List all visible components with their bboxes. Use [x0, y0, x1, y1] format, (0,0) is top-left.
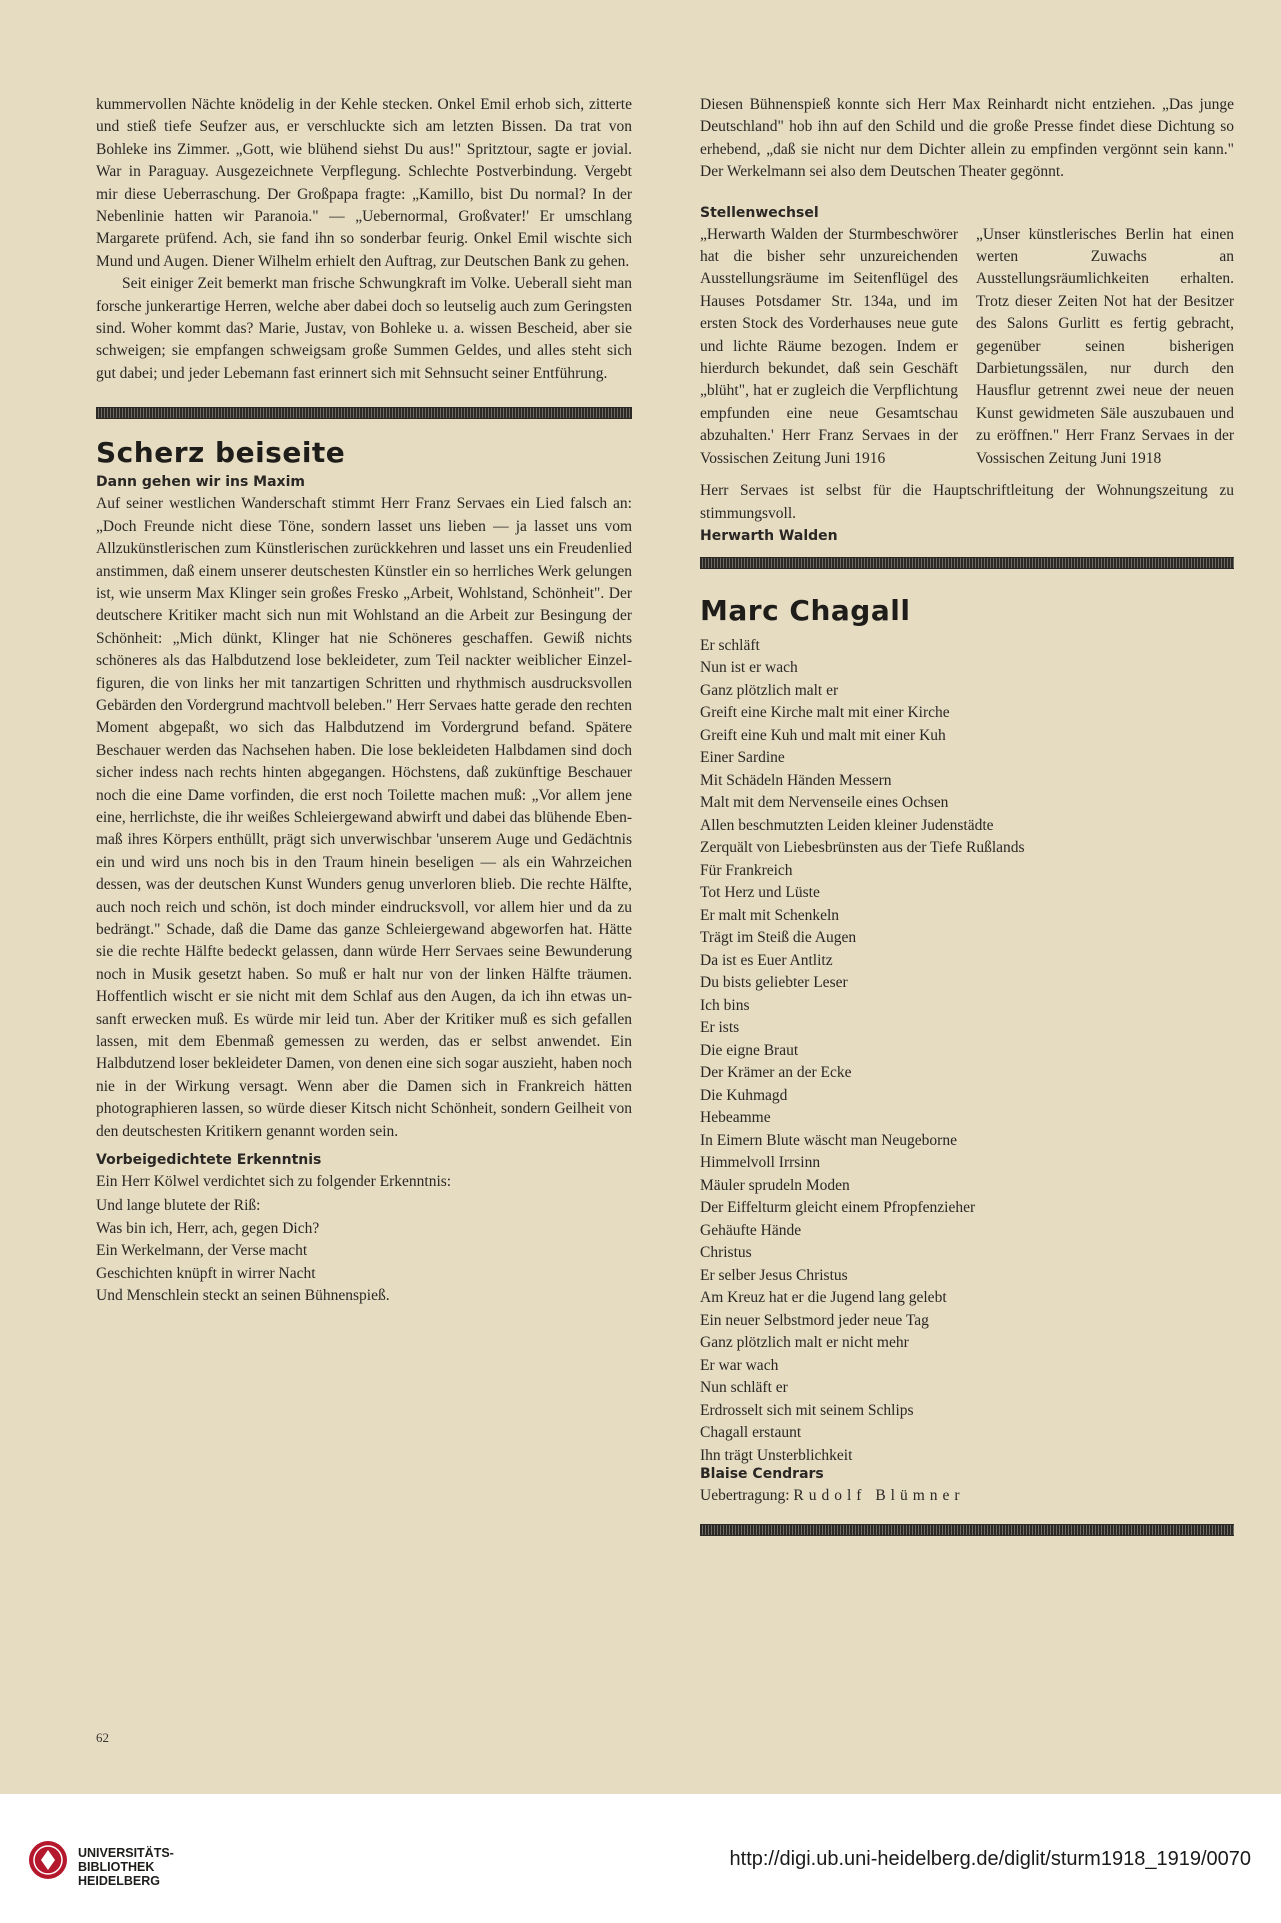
- poem-title: Marc Chagall: [700, 593, 911, 627]
- poem-line: Himmelvoll Irrsinn: [700, 1154, 821, 1172]
- right-intro-paragraph: Diesen Bühnenspieß konnte sich Herr Max Reinhardt nicht entziehen. „Das junge Deutschland" hob ihn auf den Schild und die große Presse findet diese Dichtung so erhebend, „daß sie nicht nur dem Dichter allein zu empfinden vergönnt sein kann." Der Werkelmann sei also dem Deutschen Theater gegönnt.: [700, 96, 1234, 181]
- source-url[interactable]: http://digi.ub.uni-heidelberg.de/diglit/sturm1918_1919/0070: [729, 1848, 1251, 1870]
- poem-line: Greift eine Kuh und malt mit einer Kuh: [700, 726, 946, 744]
- library-footer: [0, 1794, 1281, 1923]
- poem-line: Zerquält von Liebesbrünsten aus der Tiefe Rußlands: [700, 839, 1025, 857]
- poem-line: Er ists: [700, 1019, 740, 1037]
- poem-line: Der Eiffelturm gleicht einem Pfropfenzieher: [700, 1199, 976, 1217]
- poem-line: Greift eine Kirche malt mit einer Kirche: [700, 704, 950, 722]
- poem-line: Ganz plötzlich malt er nicht mehr: [700, 1334, 909, 1352]
- poem-line: Nun ist er wach: [700, 659, 798, 677]
- section-title-scherz: Scherz beiseite: [96, 436, 346, 470]
- poem-line: Mit Schädeln Händen Messern: [700, 771, 892, 789]
- left-intro-paragraph: kummervollen Nächte knödelig in der Kehle stecken. Onkel Emil erhob sich, zitterte und stieß tiefe Seufzer aus, er verschluckte sich am letzten Bissen. Da trat von Bohleke ins Zimmer. „Gott, wie blühend siehst Du aus!" Spritztour, sagte er jovial. War in Paraguay. Ausgezeichnete Verpflegung. Schlechte Postverbindung. Vergebt mir diese Ueberraschung. Der Großpapa fragte: „Kamillo, bist Du normal? In der Nebenlinie hatten wir Paranoia." — „Uebernormal, Großvater!' Er umschlang Margarete prüfend. Ach, sie fand ihn so sonderbar feurig. Onkel Emil wischte sich Mund und Augen. Diener Wilhelm erhielt den Auftrag, zur Deutschen Bank zu gehen.: [96, 96, 632, 270]
- poem-line: Einer Sardine: [700, 749, 785, 767]
- right-column: [700, 94, 1234, 1536]
- verse-line: Was bin ich, Herr, ach, gegen Dich?: [96, 1219, 320, 1237]
- poem-line: Ihn trägt Unsterblichkeit: [700, 1446, 853, 1464]
- verse-line: Und Menschlein steckt an seinen Bühnenspieß.: [96, 1287, 390, 1305]
- poem-divider-rule: [700, 557, 1234, 569]
- poem-text: [700, 635, 1234, 1468]
- poem-line: Chagall erstaunt: [700, 1424, 802, 1442]
- poem-line: Allen beschmutzten Leiden kleiner Judenstädte: [700, 816, 994, 834]
- page-number: 62: [96, 1730, 109, 1745]
- poem-line: Die Kuhmagd: [700, 1086, 788, 1104]
- right-closing-paragraph: Herr Servaes ist selbst für die Hauptschriftleitung der Wohnungszeitung zu stimmungsvoll.: [700, 482, 1234, 522]
- subheading-stellenwechsel: Stellenwechsel: [700, 204, 819, 221]
- library-line: HEIDELBERG: [78, 1874, 160, 1888]
- library-line: UNIVERSITÄTS-: [78, 1846, 174, 1860]
- quote-1916: [700, 224, 958, 470]
- poem-line: Nun schläft er: [700, 1379, 788, 1397]
- poem-line: Am Kreuz hat er die Jugend lang gelebt: [700, 1289, 947, 1307]
- poem-line: Erdrosselt sich mit seinem Schlips: [700, 1401, 914, 1419]
- poem-line: Er selber Jesus Christus: [700, 1266, 848, 1284]
- poem-line: In Eimern Blute wäscht man Neugeborne: [700, 1131, 957, 1149]
- poem-line: Du bists geliebter Leser: [700, 974, 848, 992]
- signature-walden: Herwarth Walden: [700, 527, 838, 544]
- koelwel-intro: Ein Herr Kölwel verdichtet sich zu folgender Erkenntnis:: [96, 1173, 452, 1191]
- poem-line: Hebeamme: [700, 1109, 771, 1127]
- poem-line: Trägt im Steiß die Augen: [700, 929, 857, 947]
- subheading-erkenntnis: Vorbeigedichtete Erkenntnis: [96, 1152, 322, 1169]
- quote-comparison: [700, 224, 1234, 470]
- university-seal-icon: [28, 1840, 68, 1880]
- verse-line: Und lange blutete der Riß:: [96, 1197, 261, 1215]
- verse-line: Geschichten knüpft in wirrer Nacht: [96, 1264, 316, 1282]
- translator-name: Rudolf Blümner: [793, 1487, 965, 1505]
- poem-line: Gehäufte Hände: [700, 1221, 802, 1239]
- subheading-maxim: Dann gehen wir ins Maxim: [96, 474, 305, 491]
- poem-line: Christus: [700, 1244, 752, 1262]
- left-second-paragraph: Seit einiger Zeit bemerkt man frische Schwungkraft im Volke. Ueberall sieht man forsche junkerartige Herren, welche aber dabei doch so leutselig auch zum Geringsten sind. Woher kommt das? Marie, Justav, von Bohleke u. a. wissen Bescheid, aber sie schweigen; sie empfangen schweigsam große Summen Geldes, und alles steht sich gut dabei; und jeder Lebemann fast erinnert sich mit Sehnsucht seiner Entführung.: [96, 275, 632, 382]
- poem-author: Blaise Cendrars: [700, 1466, 824, 1483]
- poem-line: Er schläft: [700, 636, 760, 654]
- koelwel-verse: [96, 1195, 632, 1307]
- library-line: BIBLIOTHEK: [78, 1860, 155, 1874]
- poem-line: Da ist es Euer Antlitz: [700, 951, 833, 969]
- maxim-article-text: Auf seiner westlichen Wanderschaft stimmt Herr Franz Servaes ein Lied falsch an: „Doch Freunde nicht diese Töne, sondern lasset uns lieben — ja lasset uns vom Allzukünstlerischen zum Künstlerischen zurückkehren und lasset uns ein Freudenlied anstimmen, daß einem unserer deutschesten Künstler ein so herrliches Werk gelungen ist, wie unserm Max Klinger sein großes Fresko „Arbeit, Wohlstand, Schönheit". Der deutschere Kritiker macht sich nun mit Wohlstand an die Arbeit zur Besingung der Schönheit: „Mich dünkt, Klinger hat nie Schöneres geschaffen. Gewiß nichts schöneres als das Halbdutzend lose bekleideter, zum Teil nackter weiblicher Einzelfiguren, die von links her mit tanzartigen Schritten und rhythmisch ausdrucksvollen Gebärden den Vordergrund machtvoll beleben." Herr Servaes hatte gerade den rechten Moment abgepaßt, wo sich das Halbdutzend im Vordergrund befand. Spätere Beschauer werden das Nachsehen haben. Die lose bekleideten Halbdamen sind doch sicher indess nach rechts hinten abgegangen. Höchstens, daß zukünftige Beschauer noch die eine Dame vorfinden, die erst noch Toilette machen muß: „Vor allem jene eine, herrlichste, die ihr weißes Schleiergewand abwirft und dabei das blühende Ebenmaß ihres Körpers enthüllt, prägt sich unverwischbar 'unserem Auge und Gedächtnis ein und wird uns noch bis in den Traum hinein beseligen — als ein Wahrzeichen dessen, was der deutschen Kunst Wunders genug unverloren blieb. Die rechte Hälfte, auch noch reich und schön, ist doch minder eindrucksvoll, vor allem hier und da zu bedrängt." Schade, daß die Dame das ganze Schleiergewand abgeworfen hat. Hätte sie die rechte Hälfte bedeckt gelassen, dann würde Herr Servaes seine Bewunderung noch in Musik gesetzt haben. So muß er halt nur von der linken Hälfte träumen. Hoffentlich wischt er sie nicht mit dem Schlaf aus den Augen, da ich ihn etwas unsanft erwecken muß. Es würde mir leid tun. Aber der Kritiker muß es sich gefallen lassen, mit dem Ebenmaß gemessen zu werden, das er selbst anwendet. Ein Halbdutzend loser bekleideter Damen, von denen eine sich sogar auszieht, haben noch nie in der Wirkung versagt. Wenn aber die Damen sich in Frankreich hätten photographieren lassen, so würde dieser Kitsch nicht Schönheit, sondern Geilheit von den deutschesten Kritikern genannt worden sein.: [96, 495, 632, 1140]
- poem-line: Mäuler sprudeln Moden: [700, 1176, 850, 1194]
- left-column: [96, 94, 632, 1308]
- poem-line: Ich bins: [700, 996, 750, 1014]
- poem-line: Für Frankreich: [700, 861, 793, 879]
- poem-line: Ein neuer Selbstmord jeder neue Tag: [700, 1311, 929, 1329]
- poem-line: Die eigne Braut: [700, 1041, 799, 1059]
- poem-line: Er malt mit Schenkeln: [700, 906, 840, 924]
- quote-1916-text: „Herwarth Walden der Sturmbeschwörer hat die bisher sehr unzureichenden Ausstellungsräume im Seitenflügel des Hauses Potsdamer Str. 134a, und im ersten Stock des Vorderhauses neue gute und lichte Räume bezogen. Indem er hierdurch bekundet, daß sein Geschäft „blüht", hat er zugleich die Verpflichtung empfunden eine neue Gesamtschau abzuhalten.' Herr Franz Servaes in der Vossischen Zeitung Juni 1916: [700, 225, 958, 467]
- end-divider-rule: [700, 1524, 1234, 1536]
- poem-line: Der Krämer an der Ecke: [700, 1064, 852, 1082]
- library-name: [78, 1846, 174, 1888]
- translator-label: Uebertragung:: [700, 1487, 790, 1505]
- quote-1918-text: „Unser künstlerisches Berlin hat einen werten Zuwachs an Ausstellungsräumlichkeiten erhalten. Trotz dieser Zeiten Not hat der Besitzer des Salons Gurlitt es fertig gebracht, gegenüber seinen bisherigen Darbietungssälen, nur durch den Hausflur getrennt zwei neue der neuen Kunst gewidmeten Säle auszubauen und zu eröffnen." Herr Franz Servaes in der Vossischen Zeitung Juni 1918: [976, 225, 1234, 467]
- poem-line: Ganz plötzlich malt er: [700, 681, 839, 699]
- poem-line: Er war wach: [700, 1356, 779, 1374]
- quote-1918: [976, 224, 1234, 470]
- translator-credit: [700, 1485, 1234, 1507]
- poem-line: Malt mit dem Nervenseile eines Ochsen: [700, 794, 949, 812]
- poem-line: Tot Herz und Lüste: [700, 884, 820, 902]
- verse-line: Ein Werkelmann, der Verse macht: [96, 1242, 308, 1260]
- section-divider-rule: [96, 407, 632, 419]
